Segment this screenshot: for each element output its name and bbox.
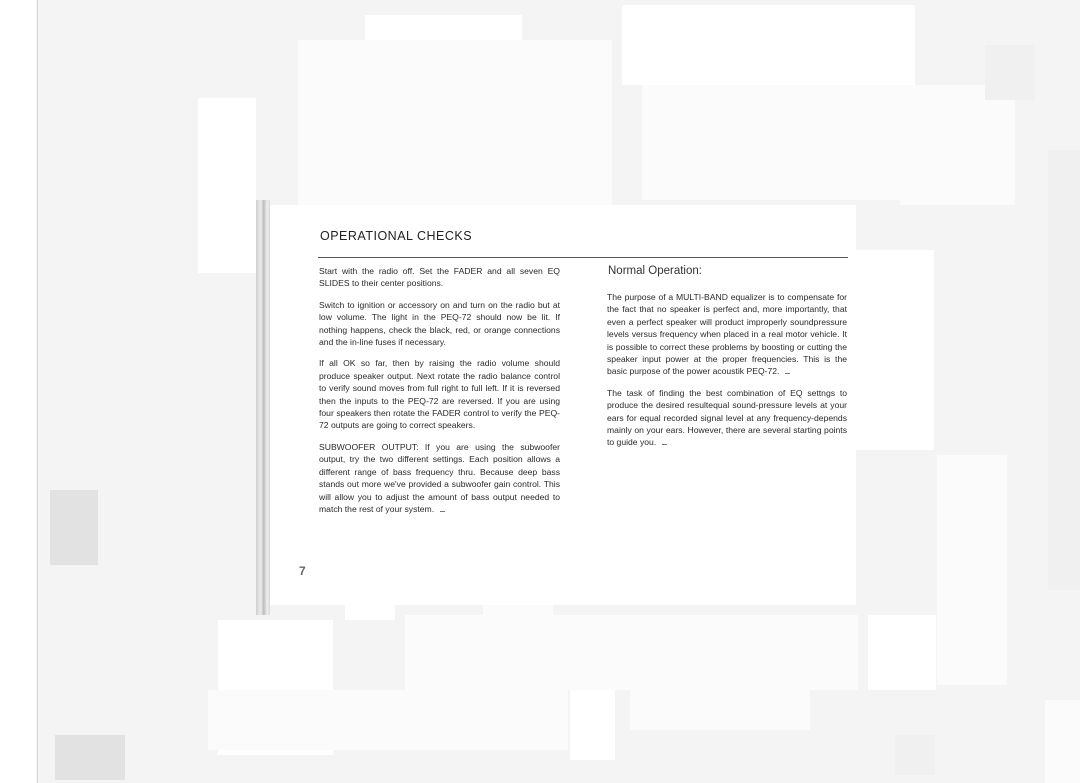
section-title: OPERATIONAL CHECKS xyxy=(320,229,473,243)
scan-patch xyxy=(630,690,810,730)
scan-patch xyxy=(1045,700,1080,783)
scan-left-margin xyxy=(0,0,36,783)
paragraph xyxy=(607,291,847,378)
page-binding xyxy=(256,200,270,615)
paragraph: Start with the radio off. Set the FADER and all seven EQ SLIDES to their center positions. xyxy=(319,266,560,289)
left-column xyxy=(319,265,560,524)
scan-patch xyxy=(868,615,936,690)
scan-patch xyxy=(985,45,1035,100)
scan-patch xyxy=(405,615,858,690)
paragraph: If all OK so far, then by raising the radio volume should produce speaker output. Next rotate the radio balance control to verify sound moves from full right to full left. If it is reversed then the inputs to the PEQ-72 are reversed. If you are using four speakers then rotate the FADER control to verify the PEQ-72 outputs are going to correct speakers. xyxy=(319,358,560,431)
paragraph: Switch to ignition or accessory on and turn on the radio but at low volume. The light in the PEQ-72 should now be lit. If nothing happens, check the black, red, or orange connections and the in-line fuses if necessary. xyxy=(319,299,560,348)
scan-edge-line xyxy=(37,0,38,783)
scan-patch xyxy=(570,690,615,760)
scan-patch xyxy=(483,605,553,750)
scan-patch xyxy=(1048,150,1080,590)
scan-patch xyxy=(298,40,612,205)
end-mark xyxy=(440,511,445,512)
scan-patch xyxy=(895,735,935,775)
scan-patch xyxy=(937,455,1007,685)
scan-patch xyxy=(622,5,915,85)
paragraph xyxy=(319,441,560,515)
page-number: 7 xyxy=(299,564,306,578)
paragraph xyxy=(607,387,847,449)
scan-patch xyxy=(856,250,934,450)
scan-patch xyxy=(55,735,125,780)
end-mark xyxy=(662,444,667,445)
right-column xyxy=(607,291,847,458)
title-rule xyxy=(318,257,848,258)
paragraph-text: The purpose of a MULTI-BAND equalizer is to compensate for the fact that no speaker is perfect and, more importantly, that even a perfect speaker will product improperly soundpressure levels versus frequency when placed in a real motor vehicle. It is possible to correct these problems by boosting or cutting the speaker input power at the proper frequencies. This is the basic purpose of the power acoustik PEQ-72. xyxy=(607,292,847,377)
scan-patch xyxy=(198,98,256,273)
subheading-normal-operation: Normal Operation: xyxy=(608,265,702,277)
scan-patch xyxy=(50,490,98,565)
end-mark xyxy=(785,373,790,374)
scan-patch xyxy=(900,100,1015,205)
paragraph-text: The task of finding the best combination of EQ settngs to produce the desired resultequal sound-pressure levels at your ears for equal recorded signal level at any frequency-depends mainly on your ears. However, there are several starting points to guide you. xyxy=(607,387,847,448)
paragraph-text: SUBWOOFER OUTPUT: If you are using the subwoofer output, try the two different settings. Each position allows a different range of bass frequency thru. Because deep bass stands out more we've provided a subwoofer gain control. This will allow you to adjust the amount of bass output needed to match the rest of your system. xyxy=(319,441,560,514)
